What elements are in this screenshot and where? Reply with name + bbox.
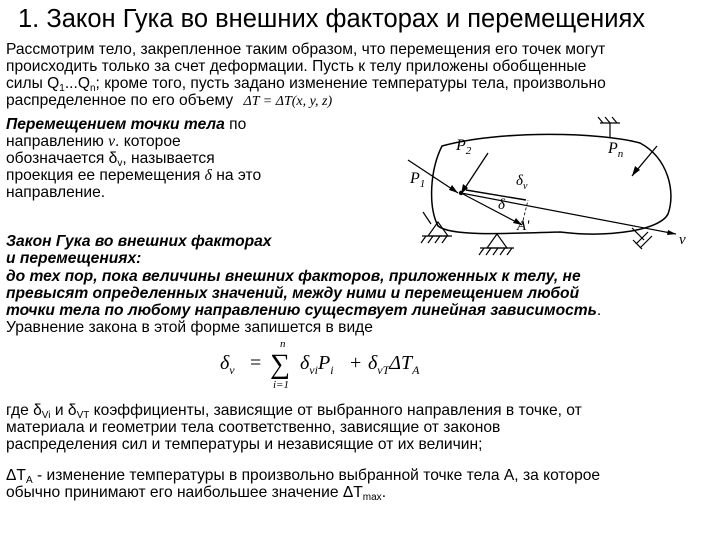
definition-line-5: направление. bbox=[6, 184, 106, 201]
label-delta: δ bbox=[498, 197, 505, 213]
force-p1-arrowhead bbox=[449, 185, 458, 193]
law-heading-2: и перемещениях: bbox=[6, 250, 142, 267]
formula-equals: = bbox=[250, 352, 262, 374]
formula-term-2: $\delta_{vT}\Delta T_A$ bbox=[368, 352, 420, 377]
definition-line-1: Перемещением точки тела по bbox=[6, 116, 247, 133]
delta-t-line-1: $\Delta T_A$ - изменение температуры в произвольно выбранной точке тела А, за которое bbox=[6, 467, 601, 486]
where-line-2: материала и геометрии тела соответственно, зависящие от законов bbox=[6, 419, 501, 436]
law-heading-1: Закон Гука во внешних факторах bbox=[6, 233, 272, 250]
page-title: 1. Закон Гука во внешних факторах и перемещениях bbox=[18, 5, 646, 33]
roller-support-right bbox=[632, 228, 652, 249]
label-delta-v: $\delta_v$ bbox=[516, 173, 528, 192]
label-p1: $P_1$ bbox=[410, 170, 426, 190]
direction-v-line bbox=[461, 193, 676, 234]
law-statement-4: Уравнение закона в этой форме запишется в виде bbox=[6, 319, 373, 336]
intro-line-1: Рассмотрим тело, закрепленное таким образом, что перемещения его точек могут bbox=[6, 41, 606, 58]
definition-line-3: обозначается $\delta_v$, называется bbox=[6, 150, 215, 169]
where-line-1: где $\delta_{Vi}$ и $\delta_{VT}$ коэффициенты, зависящие от выбранного направления в точке, от bbox=[6, 402, 582, 421]
formula-sum-bottom: i=1 bbox=[273, 379, 289, 391]
formula-sum: ∑ bbox=[270, 349, 290, 380]
pin-support-left bbox=[421, 212, 452, 243]
where-line-3: распределения сил и температуры и независящие от их величин; bbox=[6, 436, 483, 453]
law-statement-3: точки тела по любому направлению существует линейная зависимость. bbox=[6, 302, 602, 319]
delta-v-mark bbox=[466, 190, 526, 200]
formula-plus: + bbox=[350, 352, 362, 374]
intro-line-2: происходить только за счет деформации. Пусть к телу приложены обобщенные bbox=[6, 58, 587, 75]
intro-line-3: силы $Q_1...Q_n$; кроме того, пусть задано изменение температуры тела, произвольно bbox=[6, 75, 606, 94]
definition-line-2: направлению v. которое bbox=[6, 133, 181, 150]
delta-t-line-2: обычно принимают его наибольшее значение $\Delta T_{max}$. bbox=[6, 484, 387, 503]
formula-lhs: $\delta_v$ bbox=[220, 352, 235, 377]
law-statement-1: до тех пор, пока величины внешних факторов, приложенных к телу, не bbox=[6, 268, 581, 285]
label-p2: $P_2$ bbox=[456, 137, 472, 157]
temperature-field-formula: ΔT = ΔT(x, y, z) bbox=[243, 94, 333, 109]
point-a bbox=[459, 191, 463, 195]
definition-line-4: проекция ее перемещения δ на это bbox=[6, 167, 262, 184]
clamp-support-top bbox=[598, 117, 620, 137]
formula-term-1: $\delta_{vi}P_i$ bbox=[300, 352, 334, 377]
label-pn: $P_n$ bbox=[608, 140, 624, 160]
law-statement-2: превысят определенных значений, между ними и перемещением любой bbox=[6, 285, 580, 302]
label-v: v bbox=[679, 232, 686, 248]
pin-support-bottom bbox=[479, 234, 514, 255]
label-a-prime: A' bbox=[517, 218, 530, 234]
intro-line-4: распределенное по его объему ΔT = ΔT(x, y, z) bbox=[6, 92, 333, 109]
hooke-formula bbox=[220, 336, 470, 392]
formula-sum-top: n bbox=[280, 338, 286, 350]
